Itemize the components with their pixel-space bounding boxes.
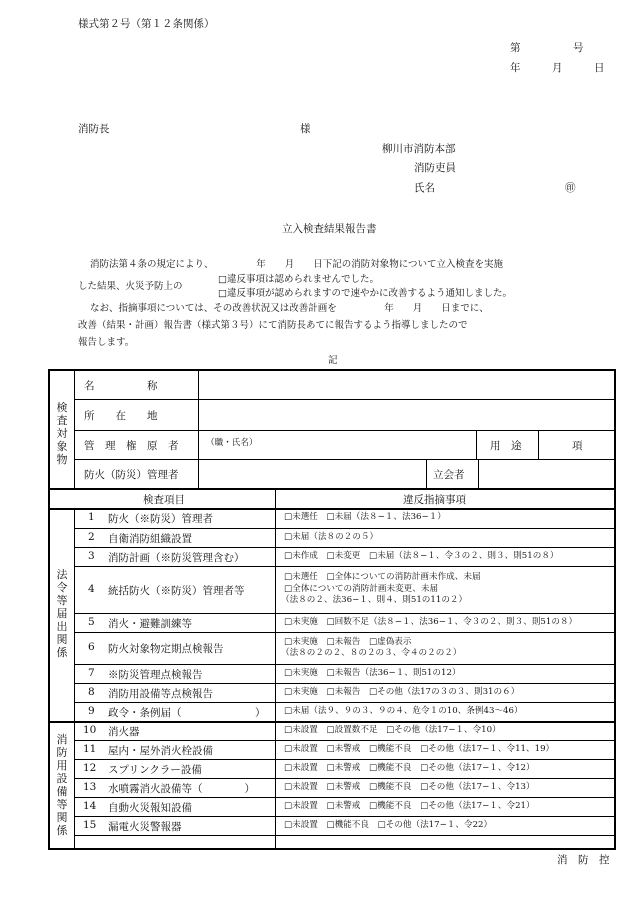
violation-options: □未設置 □未警戒 □機能不良 □その他（法17−１、令21） [284, 800, 535, 811]
violation-options: □未実施 □未報告 □その他（法17の３の３、則31の６） [284, 686, 520, 697]
violation-options: □未選任 □未届（法８−１、法36−１） [284, 512, 446, 523]
inspection-item: 自動火災報知設備 [108, 801, 192, 814]
section-legal-label: 法令等届出関係 [56, 568, 68, 659]
row-number: 3 [88, 549, 95, 562]
violation-options: □未設置 □未警戒 □機能不良 □その他（法17−１、令11、19） [284, 743, 555, 754]
inspection-item: 屋内・屋外消火栓設備 [108, 744, 213, 757]
page-title: 立入検査結果報告書 [282, 223, 377, 235]
inspection-item: 統括防火（※防災）管理者等 [108, 584, 245, 597]
violation-options: □未実施 □未報告（法36−１、則51の12） [284, 667, 461, 678]
inspection-item: 消火器 [108, 725, 140, 738]
sender-officer: 消防吏員 [414, 162, 456, 174]
body-line-3: なお、指摘事項については、その改善状況又は改善計画を 年 月 日までに、 [90, 303, 489, 314]
target-owner-label: 管 理 権 原 者 [84, 440, 179, 452]
sender-name-label: 氏名 [414, 182, 435, 194]
row-number: 1 [88, 511, 95, 523]
body-line-5: 報告します。 [78, 337, 135, 348]
inspection-item: スプリンクラー設備 [108, 763, 202, 776]
row-number: 6 [88, 641, 95, 653]
violation-options: □全体についての消防計画未変更、未届 [284, 583, 439, 594]
row-number: 11 [83, 742, 97, 755]
row-number: 2 [88, 530, 95, 543]
section-target-label: 検査対象物 [56, 401, 68, 466]
use-label: 用 途 [490, 440, 522, 452]
header-violations: 違反指摘事項 [403, 494, 466, 506]
inspection-item: 消防用設備等点検報告 [108, 687, 213, 700]
fire-manager-label: 防火（防災）管理者 [84, 469, 179, 481]
violation-options: □未選任 □全体についての消防計画未作成、未届 [284, 572, 481, 583]
addressee-chief: 消防長 [78, 123, 110, 135]
inspection-item: 消火・避難訓練等 [108, 617, 192, 630]
sender-org: 柳川市消防本部 [382, 143, 456, 155]
footer-note: 消 防 控 [557, 854, 610, 866]
violation-options: （法８の２の２、８の２の３、令４の２の２） [281, 648, 462, 658]
form-number: 様式第２号（第１２条関係） [78, 18, 215, 30]
body-line-1: 消防法第４条の規定により、 年 月 日下記の消防対象物について立入検査を実施 [90, 259, 504, 270]
inspection-item: 水噴霧消火設備等（ ） [108, 782, 255, 795]
body-line-4: 改善（結果・計画）報告書（様式第３号）にて消防長あてに報告するよう指導しましたので [78, 320, 468, 331]
option-no-violation: □違反事項は認められませんでした。 [218, 274, 379, 285]
header-inspection-items: 検査項目 [143, 494, 185, 506]
inspection-item: 漏電火災警報器 [108, 820, 182, 833]
violation-options: □未作成 □未変更 □未届（法８−１、令３の２、則３、則51の８） [284, 550, 559, 561]
inspection-item: 消防計画（※防災管理含む） [108, 551, 245, 564]
violation-options: □未設置 □未警戒 □機能不良 □その他（法17−１、令12） [284, 762, 535, 773]
violation-options: （法８の２、法36−１、則４、則51の11の２） [281, 595, 468, 606]
row-number: 8 [88, 685, 95, 698]
violation-options: □未実施 □未報告 □虚偽表示 [284, 636, 412, 647]
ki-heading: 記 [328, 355, 338, 366]
document-number: 第 号 [510, 42, 584, 54]
violation-options: □未届（法８の２の５） [284, 531, 379, 542]
inspection-item: 防火対象物定期点検報告 [108, 643, 224, 655]
document-date: 年 月 日 [510, 62, 605, 74]
addressee-honorific: 様 [300, 123, 311, 135]
section-equipment-label: 消防用設備等関係 [56, 733, 68, 837]
option-violation-found: □違反事項が認められますので速やかに改善するよう通知しました。 [218, 288, 512, 299]
violation-options: □未設置 □設置数不足 □その他（法17−１、令10） [284, 724, 501, 735]
seal-mark: ㊞ [565, 182, 576, 194]
row-number: 14 [83, 799, 97, 812]
row-number: 10 [83, 723, 97, 736]
violation-options: □未実施 □回数不足（法８−１、法36−１、令３の２、則３、則51の８） [284, 616, 578, 627]
inspection-item: 政令・条例届（ ） [108, 706, 266, 719]
inspection-item: ※防災管理点検報告 [108, 668, 203, 681]
violation-options: □未届（法９、９の３、９の４、危令１の10、条例43〜46） [284, 705, 523, 716]
row-number: 12 [83, 761, 97, 774]
body-line-2: した結果、火災予防上の [78, 281, 183, 292]
target-address-label: 所 在 地 [84, 410, 158, 422]
row-number: 9 [88, 704, 95, 717]
inspection-item: 防火（※防災）管理者 [108, 513, 213, 525]
owner-hint: （職・氏名） [206, 438, 258, 448]
row-number: 7 [88, 666, 95, 679]
violation-options: □未設置 □機能不良 □その他（法17−１、令22） [284, 819, 493, 830]
inspection-form [48, 369, 616, 850]
row-number: 15 [83, 818, 97, 831]
target-name-label: 名 称 [84, 380, 158, 392]
witness-label: 立会者 [433, 469, 465, 481]
violation-options: □未設置 □未警戒 □機能不良 □その他（法17−１、令13） [284, 781, 535, 792]
row-number: 5 [88, 615, 95, 628]
row-number: 4 [88, 582, 95, 595]
row-number: 13 [83, 780, 97, 793]
use-category: 項 [572, 440, 583, 452]
inspection-item: 自衛消防組織設置 [108, 532, 192, 545]
